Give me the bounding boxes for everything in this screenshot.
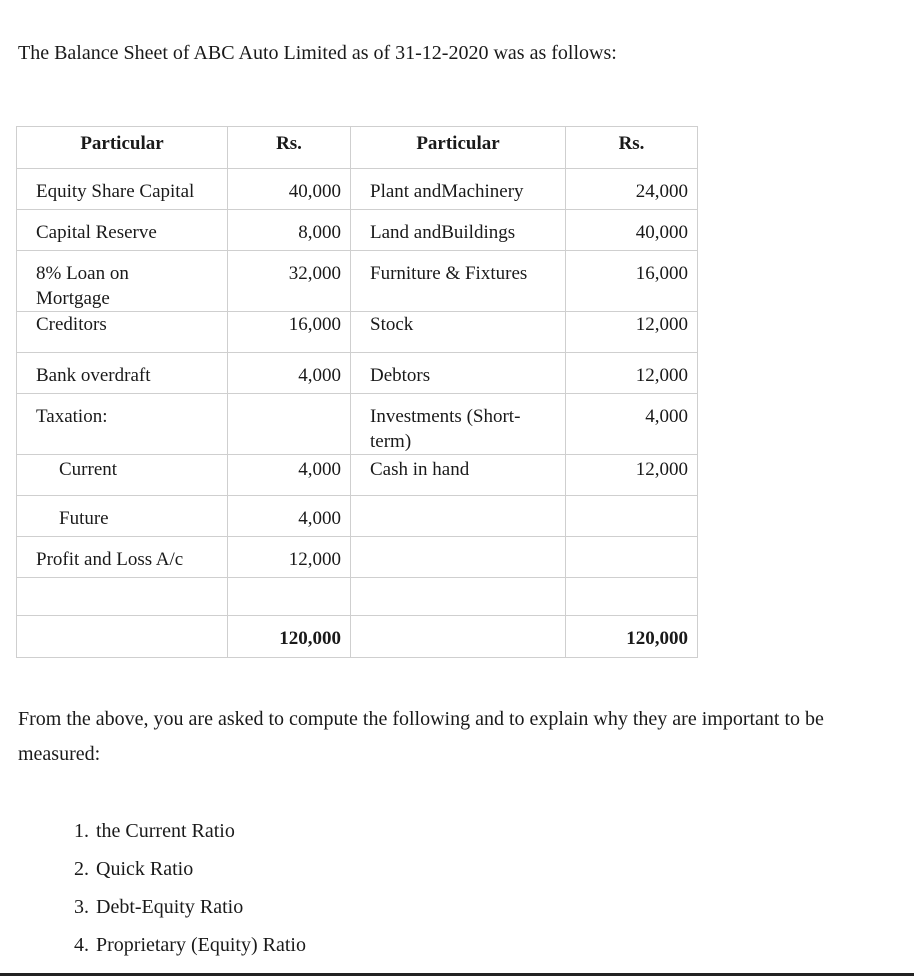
table-row xyxy=(17,251,698,312)
asset-name: Furniture & Fixtures xyxy=(370,263,528,284)
asset-name xyxy=(370,496,565,506)
liability-name: Future xyxy=(59,508,109,529)
liability-name: Profit and Loss A/c xyxy=(36,549,184,570)
liability-name: 8% Loan on Mortgage xyxy=(36,263,129,309)
asset-name: Plant andMachinery xyxy=(370,181,524,202)
liability-amount: 4,000 xyxy=(298,365,341,386)
liability-amount: 12,000 xyxy=(288,549,341,570)
liability-amount: 4,000 xyxy=(298,459,341,480)
asset-name: Stock xyxy=(370,314,414,335)
table-row xyxy=(17,353,698,394)
liability-amount: 40,000 xyxy=(288,181,341,202)
asset-amount xyxy=(566,496,688,506)
header-particular-liabilities: Particular xyxy=(17,127,228,169)
liability-amount: 4,000 xyxy=(298,508,341,529)
question-item: 2. Quick Ratio xyxy=(94,850,306,888)
liability-amount: 16,000 xyxy=(288,314,341,335)
table-row xyxy=(17,578,698,616)
asset-name: Cash in hand xyxy=(370,459,470,480)
header-rs-assets: Rs. xyxy=(566,127,698,169)
question-list xyxy=(62,812,306,964)
table-row xyxy=(17,537,698,578)
header-rs-liabilities: Rs. xyxy=(228,127,351,169)
liability-name: Current xyxy=(59,459,118,480)
asset-amount: 24,000 xyxy=(635,181,688,202)
asset-amount: 4,000 xyxy=(645,406,688,427)
question-item: 4. Proprietary (Equity) Ratio xyxy=(94,926,306,964)
liability-amount: 8,000 xyxy=(298,222,341,243)
table-total-row xyxy=(17,616,698,658)
liability-amount xyxy=(228,394,341,404)
intro-text: The Balance Sheet of ABC Auto Limited as of 31-12-2020 was as follows: xyxy=(18,42,617,64)
table-row xyxy=(17,455,698,496)
table-row xyxy=(17,394,698,455)
asset-name xyxy=(370,537,565,547)
liability-amount: 32,000 xyxy=(288,263,341,284)
liability-name: Equity Share Capital xyxy=(36,181,195,202)
liability-name: Capital Reserve xyxy=(36,222,157,243)
table-row xyxy=(17,496,698,537)
asset-amount: 40,000 xyxy=(635,222,688,243)
asset-name: Debtors xyxy=(370,365,431,386)
table-header-row xyxy=(17,127,698,169)
table-row xyxy=(17,210,698,251)
total-label xyxy=(36,616,227,626)
liability-name: Bank overdraft xyxy=(36,365,151,386)
table-row xyxy=(17,169,698,210)
assets-total: 120,000 xyxy=(626,628,688,649)
liability-name: Creditors xyxy=(36,314,107,335)
liability-name: Taxation: xyxy=(36,406,108,427)
asset-name xyxy=(370,578,565,588)
liabilities-total: 120,000 xyxy=(279,628,341,649)
asset-amount: 16,000 xyxy=(635,263,688,284)
asset-name: Land andBuildings xyxy=(370,222,516,243)
balance-sheet-table xyxy=(16,126,698,658)
question-item: 3. Debt-Equity Ratio xyxy=(94,888,306,926)
total-label xyxy=(370,616,565,626)
table-row xyxy=(17,312,698,353)
asset-amount: 12,000 xyxy=(635,365,688,386)
asset-amount: 12,000 xyxy=(635,459,688,480)
asset-name: Investments (Short-term) xyxy=(370,406,521,452)
instruction-paragraph: From the above, you are asked to compute the following and to explain why they are important to be measured: xyxy=(18,708,824,765)
asset-amount: 12,000 xyxy=(635,314,688,335)
question-item: 1. the Current Ratio xyxy=(94,812,306,850)
header-particular-assets: Particular xyxy=(351,127,566,169)
liability-amount xyxy=(228,578,341,588)
asset-amount xyxy=(566,578,688,588)
asset-amount xyxy=(566,537,688,547)
liability-name xyxy=(36,578,227,588)
